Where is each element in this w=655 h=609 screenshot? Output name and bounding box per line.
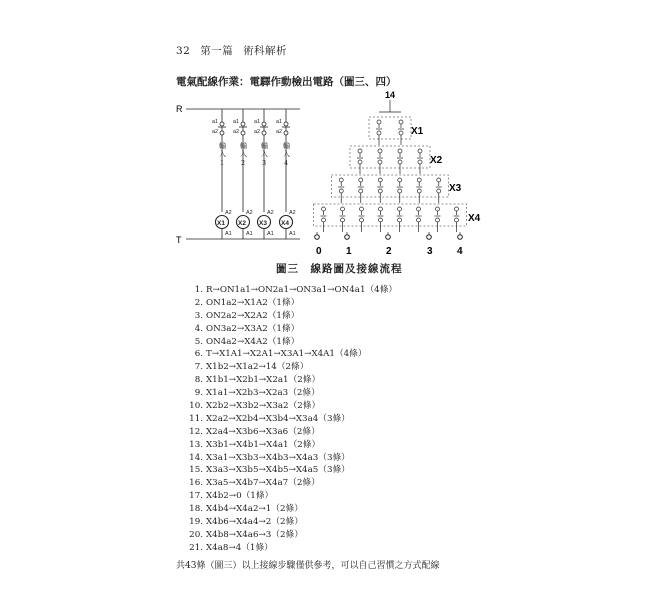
- contact-terminal: [378, 160, 382, 164]
- contact-terminal: [436, 207, 440, 211]
- output-terminal: [345, 235, 350, 240]
- contact-terminal: [399, 120, 403, 124]
- wiring-step: [189, 439, 397, 452]
- coil-a2-label: A2: [289, 210, 296, 216]
- step-number: 12.: [189, 426, 203, 437]
- input-label-char: 輸: [283, 142, 290, 150]
- contact-terminal: [378, 178, 382, 182]
- contact-terminal: [417, 207, 421, 211]
- left-circuit: [186, 109, 300, 239]
- relay-coil-label: X3: [259, 220, 267, 227]
- relay-label-x2: X2: [430, 155, 443, 166]
- coil-a2-label: A2: [225, 210, 232, 216]
- contact-terminal-a2: [284, 131, 288, 135]
- wiring-step: [189, 516, 397, 529]
- contact-terminal: [436, 218, 440, 222]
- input-number: 1: [220, 159, 225, 167]
- contact-a2-label: a2: [276, 129, 283, 135]
- relay-coil-label: X2: [238, 220, 246, 227]
- step-number: 21.: [189, 542, 203, 553]
- contact-terminal: [360, 207, 364, 211]
- step-text: ON2a2→X2A2（1條）: [206, 310, 300, 321]
- step-text: X1b1→X2b1→X2a1（2條）: [206, 375, 321, 386]
- step-text: ON3a2→X3A2（1條）: [206, 323, 300, 334]
- contact-terminal: [358, 149, 362, 153]
- relay-group-box: [369, 117, 411, 139]
- step-text: ON4a2→X4A2（1條）: [206, 336, 300, 347]
- wiring-step: [189, 348, 397, 361]
- input-label-char: 輸: [240, 142, 247, 150]
- step-text: X4b4→X4a2→1（2條）: [206, 504, 303, 515]
- step-number: 15.: [189, 465, 203, 476]
- contact-terminal: [379, 218, 383, 222]
- step-number: 14.: [189, 452, 203, 463]
- wiring-step: [189, 542, 397, 555]
- wiring-step: [189, 503, 397, 516]
- step-text: X3b1→X4b1→X4a1（2條）: [206, 439, 321, 450]
- wiring-step: [189, 464, 397, 477]
- input-label-char: 入: [219, 150, 226, 158]
- contact-terminal: [417, 189, 421, 193]
- coil-a1-label: A1: [225, 231, 232, 237]
- input-label-char: 輸: [219, 142, 226, 150]
- contact-terminal: [398, 207, 402, 211]
- input-label-char: 入: [283, 150, 290, 158]
- contact-terminal: [341, 218, 345, 222]
- contact-terminal: [322, 218, 326, 222]
- relay-label-x1: X1: [411, 126, 424, 137]
- contact-terminal: [398, 218, 402, 222]
- contact-terminal: [437, 189, 441, 193]
- r-label: R: [176, 104, 183, 114]
- contact-a1-label: a1: [254, 119, 261, 125]
- contact-terminal: [417, 218, 421, 222]
- wiring-step: [189, 413, 397, 426]
- wiring-step: [189, 336, 397, 349]
- contact-terminal: [417, 178, 421, 182]
- step-number: 4.: [194, 323, 203, 334]
- contact-a1-label: a1: [276, 119, 283, 125]
- step-text: X4b8→X4a6→3（2條）: [206, 529, 303, 540]
- contact-terminal: [358, 160, 362, 164]
- contact-terminal-a2: [220, 131, 224, 135]
- step-number: 5.: [194, 336, 203, 347]
- step-text: X4b2→0（1條）: [206, 491, 274, 502]
- output-label-0: 0: [316, 246, 322, 257]
- step-text: X1a1→X2b3→X2a3（2條）: [206, 388, 320, 399]
- wiring-step: [189, 452, 397, 465]
- input-label-char: 輸: [261, 142, 268, 150]
- contact-terminal-a2: [241, 131, 245, 135]
- step-text: X4a8→4（1條）: [206, 542, 273, 553]
- contact-a1-label: a1: [212, 119, 219, 125]
- output-label-4: 4: [457, 246, 463, 257]
- page-number: 32: [176, 45, 191, 57]
- coil-a2-label: A2: [246, 210, 253, 216]
- contact-terminal: [339, 178, 343, 182]
- step-number: 20.: [189, 529, 203, 540]
- contact-a1-label: a1: [233, 119, 240, 125]
- input-branch-4: [276, 109, 296, 239]
- output-label-2: 2: [386, 246, 392, 257]
- wiring-step: [189, 477, 397, 490]
- contact-terminal: [378, 189, 382, 193]
- contact-terminal: [418, 160, 422, 164]
- footer-note: 共43條（圖三）以上接線步驟僅供參考，可以自己習慣之方式配線: [176, 561, 440, 571]
- step-text: ON1a2→X1A2（1條）: [206, 297, 300, 308]
- wiring-step: [189, 310, 397, 323]
- step-text: X3a5→X4b7→X4a7（2條）: [206, 478, 320, 489]
- relay-coil-label: X4: [281, 220, 289, 227]
- step-number: 13.: [189, 439, 203, 450]
- contact-terminal: [359, 178, 363, 182]
- step-number: 17.: [189, 491, 203, 502]
- contact-a2-label: a2: [254, 129, 261, 135]
- contact-terminal: [377, 120, 381, 124]
- contact-terminal: [455, 207, 459, 211]
- wiring-step: [189, 284, 397, 297]
- step-number: 1.: [194, 285, 203, 295]
- wiring-steps-list: [189, 284, 397, 555]
- step-number: 9.: [194, 388, 203, 399]
- coil-a1-label: A1: [246, 231, 253, 237]
- wiring-step: [189, 490, 397, 503]
- relay-contact-tree: [314, 100, 467, 239]
- input-branches: [212, 109, 296, 239]
- step-number: 16.: [189, 478, 203, 489]
- coil-a1-label: A1: [267, 231, 274, 237]
- wiring-step: [189, 374, 397, 387]
- contact-terminal: [398, 160, 402, 164]
- input-branch-3: [254, 109, 274, 239]
- contact-terminal: [379, 207, 383, 211]
- input-branch-2: [233, 109, 253, 239]
- contact-terminal-a2: [262, 131, 266, 135]
- relay-group-box: [331, 175, 449, 197]
- step-text: X3a1→X3b3→X4b3→X4a3（3條）: [206, 452, 350, 463]
- wiring-step: [189, 426, 397, 439]
- contact-terminal: [377, 131, 381, 135]
- input-number: 3: [262, 159, 267, 167]
- contact-terminal: [418, 149, 422, 153]
- step-number: 18.: [189, 504, 203, 515]
- relay-group-box: [350, 146, 430, 168]
- step-number: 6.: [194, 349, 203, 360]
- contact-a2-label: a2: [212, 129, 219, 135]
- contact-terminal: [398, 149, 402, 153]
- contact-terminal: [378, 149, 382, 153]
- contact-terminal: [398, 178, 402, 182]
- contact-terminal: [437, 178, 441, 182]
- step-number: 8.: [194, 375, 203, 386]
- output-label-1: 1: [346, 246, 352, 257]
- step-number: 7.: [194, 362, 203, 373]
- contact-terminal: [341, 207, 345, 211]
- contact-terminal: [322, 207, 326, 211]
- step-text: X2b2→X3b2→X3a2（2條）: [206, 401, 321, 412]
- input-number: 4: [284, 159, 289, 167]
- step-text: X3a3→X3b5→X4b5→X4a5（3條）: [206, 465, 350, 476]
- output-label-3: 3: [427, 246, 433, 257]
- contact-terminal-a1: [284, 122, 288, 126]
- relay-coil-label: X1: [217, 220, 225, 227]
- figure-title: 電氣配線作業：電驛作動檢出電路（圖三、四）: [176, 76, 397, 88]
- t-label: T: [176, 235, 182, 245]
- contact-a2-label: a2: [233, 129, 240, 135]
- input-number: 2: [241, 159, 246, 167]
- coil-a2-label: A2: [267, 210, 274, 216]
- step-text: X2a2→X2b4→X3b4→X3a4（3條）: [206, 413, 350, 424]
- wiring-step: [189, 361, 397, 374]
- contact-terminal-a1: [262, 122, 266, 126]
- step-number: 2.: [194, 297, 203, 308]
- contact-terminal-a1: [241, 122, 245, 126]
- step-text: X1b2→X1a2→14（2條）: [206, 362, 309, 373]
- input-label-char: 入: [261, 150, 268, 158]
- contact-terminal-a1: [220, 122, 224, 126]
- relay-label-x4: X4: [468, 213, 481, 224]
- contact-terminal: [398, 189, 402, 193]
- section-label: 術科解析: [243, 45, 288, 57]
- relay-label-x3: X3: [449, 183, 462, 194]
- circuit-diagram: [0, 0, 655, 270]
- input-label-char: 入: [240, 150, 247, 158]
- output-terminal: [315, 235, 320, 240]
- output-terminal: [427, 235, 432, 240]
- figure-caption: 圖三 線路圖及接線流程: [276, 263, 403, 275]
- step-text: T→X1A1→X2A1→X3A1→X4A1（4條）: [206, 349, 367, 360]
- contact-terminal: [360, 218, 364, 222]
- relay-group-box: [314, 204, 467, 226]
- contact-terminal: [455, 218, 459, 222]
- output-terminal: [458, 235, 463, 240]
- step-number: 10.: [189, 401, 203, 412]
- top-terminal-label: 14: [385, 90, 396, 100]
- coil-a1-label: A1: [289, 231, 296, 237]
- wiring-step: [189, 297, 397, 310]
- input-branch-1: [212, 109, 232, 239]
- step-text: X2a4→X3b6→X3a6（2條）: [206, 426, 320, 437]
- wiring-step: [189, 323, 397, 336]
- step-number: 11.: [189, 413, 203, 424]
- step-number: 19.: [189, 517, 203, 528]
- wiring-step: [189, 529, 397, 542]
- step-number: 3.: [194, 310, 203, 321]
- contact-terminal: [339, 189, 343, 193]
- chapter-label: 第一篇: [200, 45, 234, 57]
- wiring-step: [189, 387, 397, 400]
- contact-terminal: [399, 131, 403, 135]
- contact-terminal: [359, 189, 363, 193]
- output-terminal: [386, 235, 391, 240]
- step-text: R→ON1a1→ON2a1→ON3a1→ON4a1（4條）: [206, 285, 398, 295]
- wiring-step: [189, 400, 397, 413]
- step-text: X4b6→X4a4→2（2條）: [206, 517, 303, 528]
